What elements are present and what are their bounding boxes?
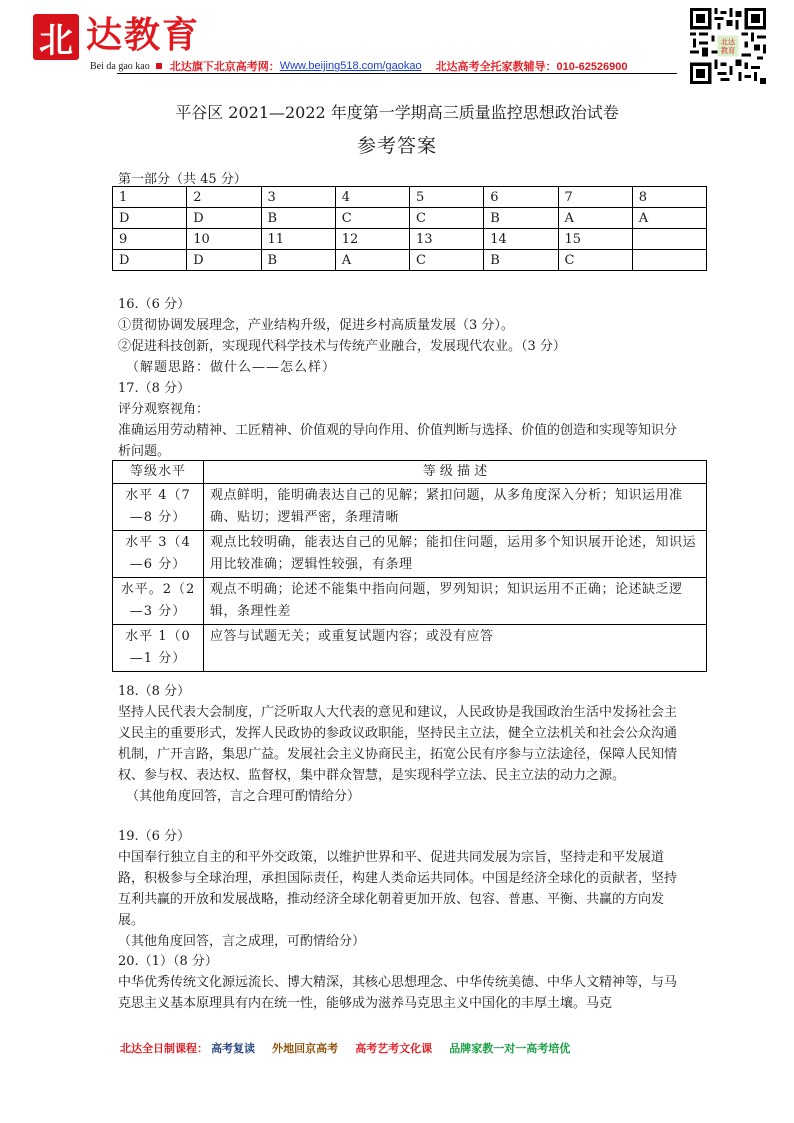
part1-label: 第一部分（共 45 分） — [118, 172, 247, 187]
mc-answer: B — [261, 208, 335, 229]
footer-label: 北达全日制课程： — [120, 1043, 208, 1055]
mc-answer: D — [113, 250, 187, 271]
mc-question-number: 3 — [261, 187, 335, 208]
brand-pinyin: Bei da gao kao — [90, 60, 150, 72]
rubric-level: 水平 1（0—1 分） — [113, 625, 204, 672]
mc-question-number: 12 — [335, 229, 409, 250]
mc-answer: D — [113, 208, 187, 229]
mc-answer-table — [112, 186, 707, 271]
mc-question-number: 8 — [632, 187, 706, 208]
q19-text: 中国奉行独立自主的和平外交政策，以维护世界和平、促进共同发展为宗旨，坚持走和平发展道路，积极参与全球治理，承担国际责任，构建人类命运共同体。中国是经济全球化的贡献者，坚持互利共赢的开放和发展战略，推动经济全球化朝着更加开放、包容、普惠、平衡、共赢的方向发展。 — [118, 850, 678, 928]
rubric-row — [113, 625, 707, 672]
q18-section — [118, 681, 688, 807]
q20-section — [118, 951, 688, 1014]
rubric-description: 观点不明确；论述不能集中指向问题，罗列知识；知识运用不正确；论述缺乏逻辑，条理性差 — [204, 578, 707, 625]
mc-question-number-row — [113, 187, 707, 208]
mc-answer-row — [113, 208, 707, 229]
rubric-level: 水平 3（4—6 分） — [113, 531, 204, 578]
q16-line-1: ①贯彻协调发展理念，产业结构升级，促进乡村高质量发展（3 分）。 — [118, 318, 514, 333]
q18-heading: 18.（8 分） — [118, 684, 191, 699]
mc-question-number: 5 — [410, 187, 484, 208]
mc-question-number: 4 — [335, 187, 409, 208]
svg-text:北达: 北达 — [720, 37, 736, 47]
mc-question-number: 13 — [410, 229, 484, 250]
footer-item-return: 外地回京高考 — [272, 1043, 339, 1055]
mc-answer — [632, 250, 706, 271]
mc-answer: C — [410, 208, 484, 229]
bullet-square-icon — [156, 63, 162, 69]
rubric-header-level: 等级水平 — [113, 461, 204, 484]
mc-answer-row — [113, 250, 707, 271]
brand-logo-text: 达教育 — [86, 14, 201, 56]
mc-answer: A — [558, 208, 632, 229]
rubric-description: 应答与试题无关；或重复试题内容；或没有应答 — [204, 625, 707, 672]
q20-text: 中华优秀传统文化源远流长、博大精深，其核心思想理念、中华传统美德、中华人文精神等，与马克思主义基本原理具有内在统一性，能够成为滋养马克思主义中国化的丰厚土壤。马克 — [118, 975, 678, 1011]
header-info-line — [90, 58, 628, 74]
q18-text: 坚持人民代表大会制度，广泛听取人大代表的意见和建议，人民政协是我国政治生活中发扬社会主义民主的重要形式，发挥人民政协的参政议政职能，坚持民主立法，健全立法机关和社会公众沟通机制，广开言路，集思广益。发展社会主义协商民主，拓宽公民有序参与立法途径，保障人民知情权、参与权、表达权、监督权，集中群众智慧，是实现科学立法、民主立法的动力之源。 — [118, 705, 678, 783]
q16-line-2: ②促进科技创新，实现现代科学技术与传统产业融合，发展现代农业。（3 分） — [118, 339, 566, 354]
rubric-description: 观点鲜明，能明确表达自己的见解；紧扣问题，从多角度深入分析；知识运用准确、贴切；逻辑严密，条理清晰 — [204, 484, 707, 531]
q17-heading: 17.（8 分） — [118, 381, 191, 396]
document-title: 平谷区 2021—2022 年度第一学期高三质量监控思想政治试卷 — [175, 103, 619, 122]
q18-note: （其他角度回答，言之合理可酌情给分） — [126, 789, 361, 804]
header-divider — [117, 73, 677, 74]
site-link[interactable]: Www.beijing518.com/gaokao — [279, 60, 422, 72]
mc-question-number: 14 — [484, 229, 558, 250]
mc-answer: C — [335, 208, 409, 229]
rubric-row — [113, 531, 707, 578]
mc-answer: A — [335, 250, 409, 271]
mc-answer: C — [410, 250, 484, 271]
rubric-level: 水平 4（7—8 分） — [113, 484, 204, 531]
q16-section — [118, 294, 688, 462]
footer-item-tutoring: 品牌家教一对一高考培优 — [449, 1043, 571, 1055]
mc-question-number — [632, 229, 706, 250]
tutor-contact: 北达高考全托家教辅导：010-62526900 — [435, 61, 628, 73]
q16-hint: （解题思路：做什么——怎么样） — [126, 360, 337, 375]
mc-answer: D — [187, 208, 261, 229]
mc-question-number: 2 — [187, 187, 261, 208]
mc-question-number: 15 — [558, 229, 632, 250]
rubric-header-description: 等 级 描 述 — [204, 461, 707, 484]
brand-logo-mark: 北 — [33, 14, 79, 60]
mc-question-number: 7 — [558, 187, 632, 208]
mc-answer: B — [484, 250, 558, 271]
rubric-description: 观点比较明确，能表达自己的见解；能扣住问题，运用多个知识展开论述，知识运用比较准确；逻辑性较强，有条理 — [204, 531, 707, 578]
q19-note: （其他角度回答，言之成理，可酌情给分） — [118, 934, 366, 949]
qr-code-icon — [690, 8, 766, 84]
q16-heading: 16.（6 分） — [118, 297, 191, 312]
q19-heading: 19.（6 分） — [118, 829, 191, 844]
mc-question-number: 6 — [484, 187, 558, 208]
q17-rubric-table — [112, 460, 707, 672]
document-subtitle: 参考答案 — [356, 135, 437, 157]
mc-answer: B — [484, 208, 558, 229]
rubric-header-row — [113, 461, 707, 484]
q17-perspective-label: 评分观察视角： — [118, 402, 210, 417]
footer-item-art: 高考艺考文化课 — [355, 1043, 433, 1055]
site-label: 北达旗下北京高考网： — [169, 61, 280, 73]
footer-courses — [120, 1040, 584, 1056]
mc-answer: D — [187, 250, 261, 271]
svg-text:教育: 教育 — [720, 45, 736, 55]
mc-question-number: 10 — [187, 229, 261, 250]
q17-perspective-text: 准确运用劳动精神、工匠精神、价值观的导向作用、价值判断与选择、价值的创造和实现等知识分析问题。 — [118, 423, 678, 459]
mc-answer: C — [558, 250, 632, 271]
q19-section — [118, 826, 688, 952]
rubric-row — [113, 484, 707, 531]
rubric-level: 水平。2（2—3 分） — [113, 578, 204, 625]
mc-question-number: 9 — [113, 229, 187, 250]
footer-item-retake: 高考复读 — [211, 1043, 256, 1055]
mc-question-number: 11 — [261, 229, 335, 250]
mc-question-number-row — [113, 229, 707, 250]
mc-answer: A — [632, 208, 706, 229]
mc-question-number: 1 — [113, 187, 187, 208]
mc-answer: B — [261, 250, 335, 271]
q20-heading: 20.（1）（8 分） — [118, 954, 218, 969]
rubric-row — [113, 578, 707, 625]
